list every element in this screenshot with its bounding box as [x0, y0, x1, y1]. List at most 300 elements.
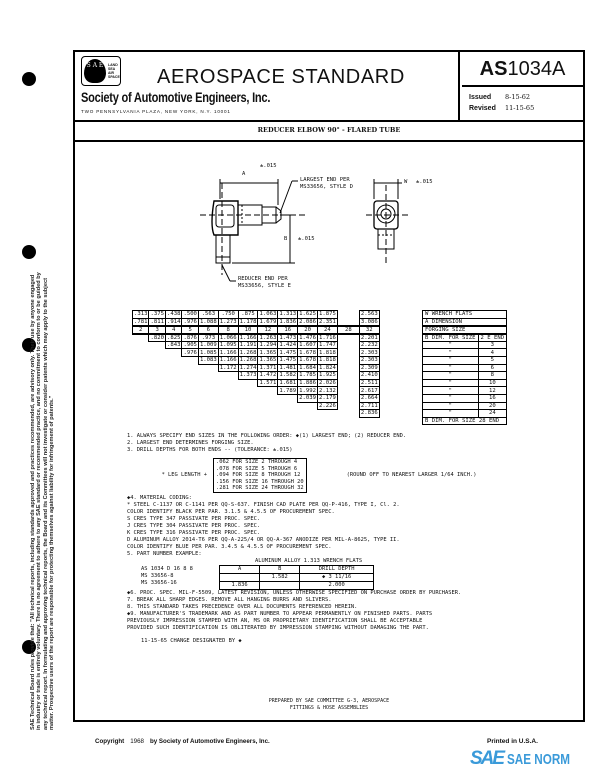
- note-4-line: S CRES TYPE 347 PASSIVATE PER PROC. SPEC.: [127, 515, 261, 522]
- cell: 1.191: [239, 342, 257, 349]
- cell: 1.679: [259, 318, 277, 325]
- cell: 1.836: [279, 318, 297, 325]
- cell: .875: [238, 311, 258, 319]
- organization-address: TWO PENNSYLVANIA PLAZA, NEW YORK, N.Y. 10001: [81, 109, 231, 114]
- cell: 1.373: [239, 372, 257, 379]
- cell: [318, 410, 338, 418]
- cell: 1.088: [199, 318, 217, 325]
- cell: [218, 372, 238, 380]
- cell: 1.678: [299, 349, 316, 356]
- cell: [337, 379, 359, 387]
- cell: [133, 341, 149, 349]
- note-3: 3. DRILL DEPTHS FOR BOTH ENDS -- (TOLERANCE: ±.015): [127, 447, 293, 453]
- cell: [258, 387, 278, 395]
- cell: [149, 410, 165, 418]
- cell: [165, 372, 181, 380]
- logo-word: AIR: [108, 71, 115, 75]
- note-4-line: J CRES TYPE 304 PASSIVATE PER PROC. SPEC.: [127, 522, 261, 529]
- cell: 3: [149, 326, 165, 334]
- cell: 1.166: [219, 349, 237, 356]
- cell: 1.818: [319, 349, 336, 356]
- legend-size: 3: [478, 341, 507, 349]
- cell: .750: [218, 311, 238, 319]
- cell: [133, 394, 149, 402]
- reducer-end-spec: MS33656, STYLE E: [238, 283, 291, 289]
- pn-cell: ◆ 3 11/16: [300, 573, 374, 581]
- cell: .976: [183, 349, 197, 356]
- cell: 2.836: [360, 410, 378, 417]
- pn-line: MS 33656-8: [141, 572, 174, 579]
- logo-word: SEA: [108, 67, 116, 71]
- row-b-dimension: [133, 341, 380, 349]
- row-a-dimension: [133, 318, 380, 326]
- leg-row: .094 FOR SIZE 8 THROUGH 12: [216, 472, 301, 479]
- cell: [258, 394, 278, 402]
- divider: [75, 140, 583, 142]
- note-8: 8. THIS STANDARD TAKES PRECEDENCE OVER ALL DOCUMENTS REFERENCED HEREIN.: [127, 603, 358, 610]
- cell: 2.410: [360, 372, 378, 379]
- cell: 1.268: [239, 357, 257, 364]
- pn-line: MS 33656-16: [141, 579, 177, 586]
- pn-header: A: [220, 565, 260, 573]
- cell: 1.273: [219, 318, 237, 325]
- legend-ditto: ": [423, 387, 479, 395]
- dim-a-label: A: [242, 171, 246, 177]
- cell: [149, 394, 165, 402]
- cell: [182, 356, 198, 364]
- legend-ditto: ": [423, 379, 479, 387]
- cell: 8: [218, 326, 238, 334]
- cell: 1.607: [299, 342, 316, 349]
- legend-cell: B DIM. FOR SIZE 28 END: [423, 417, 507, 425]
- cell: 1.681: [279, 380, 297, 387]
- cell: 1.083: [199, 357, 217, 364]
- cell: 2.664: [360, 395, 378, 402]
- cell: [165, 402, 181, 410]
- row-b-dimension: [133, 387, 380, 395]
- legend-size: 8: [478, 372, 507, 380]
- cell: [258, 410, 278, 418]
- pn-header: DRILL DEPTH: [300, 565, 374, 573]
- dates-block: [469, 92, 534, 114]
- cell: [149, 341, 165, 349]
- cell: 1.473: [279, 334, 297, 341]
- cell: [182, 394, 198, 402]
- cell: .914: [166, 318, 181, 325]
- part-number-example: [127, 558, 577, 590]
- cell: [149, 364, 165, 372]
- cell: 2.351: [319, 318, 336, 325]
- cell: [337, 402, 359, 410]
- cell: 1.886: [299, 380, 316, 387]
- cell: [198, 394, 218, 402]
- cell: [238, 410, 258, 418]
- cell: .976: [183, 318, 197, 325]
- cell: [198, 364, 218, 372]
- cell: [149, 349, 165, 357]
- cell: [149, 356, 165, 364]
- cell: 1.824: [319, 364, 336, 371]
- cell: [337, 311, 359, 319]
- issued-label: Issued: [469, 94, 492, 101]
- cell: [133, 334, 149, 342]
- cell: 1.274: [239, 364, 257, 371]
- cell: 1.582: [279, 372, 297, 379]
- legend-cell: B DIM. FOR SIZE: [423, 334, 479, 342]
- row-b-dimension: [133, 394, 380, 402]
- note-9: ◆9. MANUFACTURER'S TRADEMARK AND AS PART NUMBER TO APPEAR PERMANENTLY ON FINISHED PARTS. PARTS: [127, 610, 433, 617]
- cell: 1.085: [199, 349, 217, 356]
- cell: 2.226: [319, 402, 336, 409]
- prepared-by: [75, 698, 583, 711]
- legend-ditto: ": [423, 341, 479, 349]
- row-b-dimension: [133, 349, 380, 357]
- cell: [238, 394, 258, 402]
- cell: [278, 402, 298, 410]
- dimension-table: [132, 310, 380, 418]
- change-note: 11-15-65 CHANGE DESIGNATED BY ◆: [141, 637, 242, 644]
- cell: 2.132: [319, 387, 336, 394]
- leg-length-block: [127, 458, 577, 493]
- cell: 1.625: [299, 311, 316, 318]
- pn-cell: [260, 581, 300, 589]
- cell: [133, 356, 149, 364]
- cell: 2.179: [319, 395, 336, 402]
- cell: [182, 387, 198, 395]
- row-b-dimension: [133, 364, 380, 372]
- cell: [337, 387, 359, 395]
- cell: 1.178: [239, 318, 257, 325]
- cell: 20: [298, 326, 318, 334]
- header: [75, 52, 583, 122]
- cell: 1.716: [319, 334, 336, 341]
- cell: [337, 410, 359, 418]
- row-b-dimension: [133, 372, 380, 380]
- cell: [133, 372, 149, 380]
- legend-ditto: ": [423, 372, 479, 380]
- cell: 1.166: [239, 334, 257, 341]
- cell: [165, 394, 181, 402]
- cell: 1.992: [299, 387, 316, 394]
- legend-ditto: ": [423, 349, 479, 357]
- note-5: 5. PART NUMBER EXAMPLE:: [127, 550, 202, 557]
- cell: [218, 379, 238, 387]
- cell: .313: [134, 311, 148, 318]
- cell: 1.747: [319, 342, 336, 349]
- cell: [337, 334, 359, 342]
- cell: 3.086: [360, 318, 378, 325]
- cell: [182, 402, 198, 410]
- cell: [278, 394, 298, 402]
- row-b-dimension: [133, 334, 380, 342]
- dim-w-tolerance: ±.015: [416, 179, 433, 185]
- cell: 2.303: [360, 349, 378, 356]
- cell: 2.201: [360, 334, 378, 341]
- dim-w-label: W: [404, 179, 408, 185]
- cell: 1.472: [259, 372, 277, 379]
- cell: .905: [183, 342, 197, 349]
- cell: [165, 387, 181, 395]
- pn-cell: [220, 573, 260, 581]
- legend-cell: [478, 334, 507, 342]
- cell: [165, 349, 181, 357]
- leg-length-box: [213, 458, 307, 493]
- cell: 4: [165, 326, 181, 334]
- cell: 1.875: [319, 311, 336, 318]
- notes-section: [127, 433, 577, 645]
- cell: 12: [258, 326, 278, 334]
- copyright-org: by Society of Automotive Engineers, Inc.: [149, 738, 270, 745]
- disclaimer-line: matter. Prospective users of the report are responsible for protecting themselves against liability for infringement of patents.": [49, 395, 56, 730]
- cell: .375: [150, 311, 164, 318]
- cell: [198, 387, 218, 395]
- leg-row: .062 FOR SIZE 2 THROUGH 4: [216, 459, 298, 465]
- cell: 1.365: [259, 349, 277, 356]
- row-forging-size: [133, 326, 380, 334]
- cell: 2.563: [360, 311, 378, 318]
- copyright-year: 1968: [130, 738, 144, 745]
- pn-header: B: [260, 565, 300, 573]
- cell: 1.371: [259, 364, 277, 371]
- note-4: ◆4. MATERIAL CODING:: [127, 494, 192, 501]
- cell: 2.026: [319, 380, 336, 387]
- leg-row: .078 FOR SIZE 5 THROUGH 6: [216, 465, 298, 472]
- note-4-line: K CRES TYPE 316 PASSIVATE PER PROC. SPEC.: [127, 529, 261, 536]
- cell: [337, 372, 359, 380]
- prepared-line: PREPARED BY SAE COMMITTEE G-3, AEROSPACE: [268, 698, 390, 704]
- legend-ditto: ": [423, 410, 479, 418]
- cell: 1.678: [299, 357, 316, 364]
- cell: .563: [198, 311, 218, 319]
- note-2: 2. LARGEST END DETERMINES FORGING SIZE.: [127, 440, 254, 446]
- legend-cell: A DIMENSION: [423, 318, 507, 326]
- cell: [182, 372, 198, 380]
- size-value: 2: [480, 334, 484, 341]
- cell: [133, 349, 149, 357]
- cell: [133, 387, 149, 395]
- cell: 16: [278, 326, 298, 334]
- cell: 1.095: [219, 342, 237, 349]
- cell: [198, 410, 218, 418]
- legend-cell: FORGING SIZE: [423, 326, 507, 334]
- cell: 32: [359, 326, 379, 334]
- leg-row: .156 FOR SIZE 16 THROUGH 20: [216, 478, 304, 485]
- legend-cell: W WRENCH FLATS: [423, 311, 507, 319]
- cell: 1.481: [279, 364, 297, 371]
- printed-in: Printed in U.S.A.: [487, 738, 538, 745]
- cell: [298, 402, 318, 410]
- cell: 1.294: [259, 342, 277, 349]
- pn-cell: 2.000: [300, 581, 374, 589]
- cell: 1.263: [259, 334, 277, 341]
- pn-table: [219, 565, 374, 590]
- pn-line: AS 1034 D 16 8 8: [141, 565, 193, 572]
- legend-size: 12: [478, 387, 507, 395]
- cell: [337, 349, 359, 357]
- note-9-line: PROVIDED SUCH IDENTIFICATION IS OBLITERATED BY IMPRESSION STAMPING WITHOUT DAMAGING THE PART.: [127, 624, 429, 631]
- cell: .811: [150, 318, 164, 325]
- legend-end: E END: [487, 334, 505, 341]
- cell: 1.684: [299, 364, 316, 371]
- standard-number-box: [462, 52, 583, 87]
- cell: [218, 387, 238, 395]
- cell: [258, 402, 278, 410]
- leg-row: .281 FOR SIZE 24 THROUGH 32: [216, 485, 304, 492]
- note-6: ◆6. PROC. SPEC. MIL-F-5509, LATEST REVISION, UNLESS OTHERWISE SPECIFIED ON PURCHASE ORDER BY PURCHASER.: [127, 589, 462, 596]
- sae-logo-icon: [81, 56, 121, 86]
- legend-ditto: ": [423, 394, 479, 402]
- disclaimer-line: any technical report. In formulating and approving technical reports, the Board and its Committees will not investigate or consider patents which may apply to the subject: [42, 278, 49, 730]
- cell: [165, 364, 181, 372]
- pn-caption: ALUMINUM ALLOY 1.313 WRENCH FLATS: [255, 557, 363, 564]
- legend-size: 24: [478, 410, 507, 418]
- cell: [149, 372, 165, 380]
- cell: [149, 379, 165, 387]
- cell: 28: [337, 326, 359, 334]
- largest-end-spec: MS33656, STYLE D: [300, 184, 353, 190]
- legend-size: 20: [478, 402, 507, 410]
- cell: .820: [150, 334, 164, 341]
- document-title: REDUCER ELBOW 90° - FLARED TUBE: [257, 126, 401, 134]
- logo-letters: S A E: [84, 59, 106, 83]
- b-dimension-rows: [133, 334, 380, 418]
- standard-digits: 1034A: [507, 58, 566, 80]
- largest-end-note: LARGEST END PER: [300, 177, 350, 183]
- cell: 1.571: [259, 380, 277, 387]
- dim-b-tolerance: ±.015: [298, 236, 315, 242]
- cell: 1.925: [319, 372, 336, 379]
- row-b-dimension: [133, 379, 380, 387]
- logo-word: LAND: [108, 63, 118, 67]
- cell: [337, 341, 359, 349]
- copyright: [95, 738, 270, 745]
- logo-words: [108, 63, 120, 79]
- cell: [337, 364, 359, 372]
- logo-word: SPACE: [108, 75, 120, 79]
- copyright-label: Copyright: [95, 738, 125, 745]
- cell: .876: [183, 334, 197, 341]
- dim-a-tolerance: ±.015: [260, 163, 277, 169]
- cell: 2.309: [360, 364, 378, 371]
- legend-size: 5: [478, 356, 507, 364]
- legend-rows: [423, 341, 507, 417]
- cell: [218, 402, 238, 410]
- cell: [337, 356, 359, 364]
- cell: 1.424: [279, 342, 297, 349]
- cell: [198, 372, 218, 380]
- cell: 6: [198, 326, 218, 334]
- watermark-text: SAE NORM: [507, 750, 571, 768]
- header-left: [75, 52, 460, 120]
- cell: [298, 410, 318, 418]
- row-b-dimension: [133, 410, 380, 418]
- disclaimer-line: SAE Technical Board rules provide that: "All technical reports, including standards approved and practices recommended, are advisory only. Their use by anyone engaged: [30, 274, 36, 730]
- cell: 5: [182, 326, 198, 334]
- cell: 1.066: [219, 334, 237, 341]
- pn-cell: 1.836: [220, 581, 260, 589]
- cell: [198, 402, 218, 410]
- note-4-line: COLOR IDENTIFY BLACK PER PAR. 3.1.5 & 4.5.5 OF PROCUREMENT SPEC.: [127, 508, 335, 515]
- cell: [133, 364, 149, 372]
- issued-date: 8-15-62: [505, 93, 531, 101]
- cell: [133, 379, 149, 387]
- legend-ditto: ": [423, 364, 479, 372]
- standard-sheet: [73, 50, 585, 722]
- legend-size: 4: [478, 349, 507, 357]
- cell: .843: [166, 342, 181, 349]
- cell: .973: [198, 334, 218, 342]
- document-type-title: AEROSPACE STANDARD: [157, 66, 405, 88]
- cell: .781: [134, 318, 148, 325]
- row-b-dimension: [133, 356, 380, 364]
- disclaimer-line: in industry or trade is entirely voluntary. There is no agreement to adhere to any SAE standard or recommended practice, and no commitment to conform to or be guided by: [36, 272, 43, 730]
- cell: 2.232: [360, 342, 378, 349]
- legend-size: 6: [478, 364, 507, 372]
- legend-ditto: ": [423, 402, 479, 410]
- dim-b-label: B: [284, 236, 288, 242]
- cell: [218, 410, 238, 418]
- cell: [165, 379, 181, 387]
- cell: [165, 410, 181, 418]
- cell: [133, 410, 149, 418]
- cell: [133, 402, 149, 410]
- cell: 1.789: [279, 387, 297, 394]
- standard-prefix: AS: [479, 58, 508, 80]
- cell: 1.166: [219, 357, 237, 364]
- note-4-line: * STEEL C-1137 OR C-1141 PER QQ-S-637. FINISH CAD PLATE PER QQ-P-416, TYPE I, Cl. 2.: [127, 501, 400, 508]
- revised-label: Revised: [469, 105, 496, 112]
- cell: 2.039: [299, 395, 316, 402]
- cell: [337, 394, 359, 402]
- cell: 1.063: [259, 311, 277, 318]
- cell: [149, 387, 165, 395]
- cell: 2: [133, 326, 149, 334]
- cell: .825: [166, 334, 181, 341]
- sae-norm-watermark: [470, 748, 588, 770]
- cell: [337, 318, 359, 326]
- standard-number: [480, 58, 566, 80]
- cell: 24: [318, 326, 338, 334]
- leg-round-note: (ROUND OFF TO NEAREST LARGER 1/64 INCH.): [346, 471, 477, 478]
- cell: 2.086: [299, 318, 316, 325]
- cell: [218, 394, 238, 402]
- cell: 1.009: [199, 342, 217, 349]
- cell: [182, 364, 198, 372]
- cell: 2.617: [360, 387, 378, 394]
- note-4-line: COLOR IDENTIFY BLUE PER PAR. 3.4.5 & 4.5.5 OF PROCUREMENT SPEC.: [127, 543, 332, 550]
- cell: 1.475: [279, 349, 297, 356]
- organization-name: Society of Automotive Engineers, Inc.: [81, 90, 271, 105]
- cell: 2.303: [360, 357, 378, 364]
- note-1: 1. ALWAYS SPECIFY END SIZES IN THE FOLLOWING ORDER: ◆(1) LARGEST END; (2) REDUCER END.: [127, 433, 407, 439]
- reducer-end-note: REDUCER END PER: [238, 276, 288, 282]
- cell: 1.172: [219, 364, 237, 371]
- cell: 1.313: [279, 311, 297, 318]
- cell: 1.475: [279, 357, 297, 364]
- prepared-line: FITTINGS & HOSE ASSEMBLIES: [289, 704, 369, 711]
- note-4-line: D ALUMINUM ALLOY 2014-T6 PER QQ-A-225/4 OR QQ-A-367 ANODIZE PER MIL-A-8625, TYPE II.: [127, 536, 400, 543]
- cell: 1.268: [239, 349, 257, 356]
- note-9-line: PREVIOUSLY IMPRESSION STAMPED WITH AN, MS OR PROPRIETARY IDENTIFICATION SHALL BE ACCEPTABLE: [127, 617, 423, 624]
- cell: .438: [166, 311, 181, 318]
- cell: [182, 410, 198, 418]
- row-wrench-flats: [133, 311, 380, 319]
- cell: [149, 402, 165, 410]
- revised-date: 11-15-65: [505, 104, 535, 112]
- cell: [238, 387, 258, 395]
- cell: 2.511: [360, 380, 378, 387]
- cell: 1.785: [299, 372, 316, 379]
